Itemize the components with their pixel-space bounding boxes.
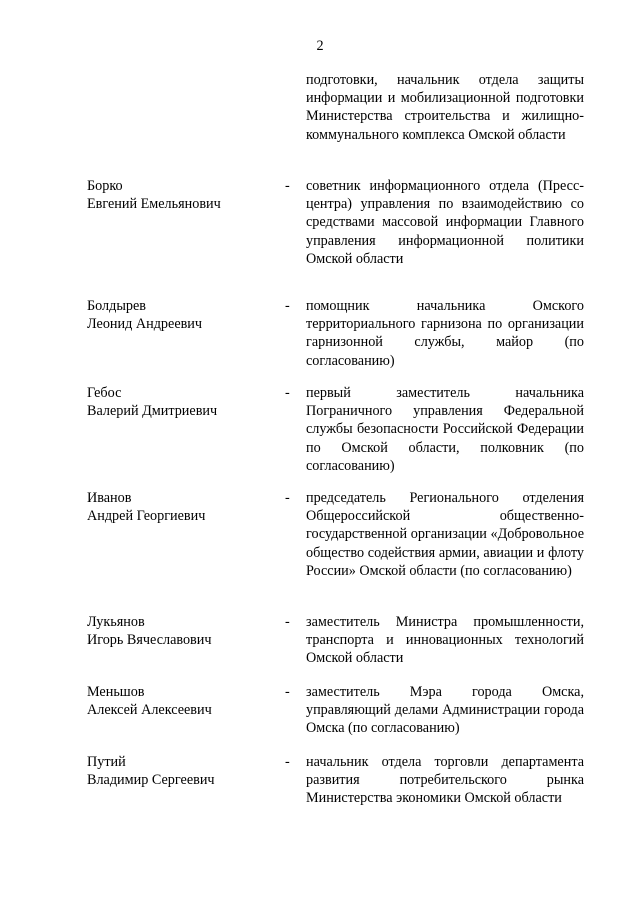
continuation-text: подготовки, начальник отдела защиты информации и мобилизационной подготовки Министерства строительства и жилищно-коммунального комплекса Омской области [306,72,584,143]
dash-separator: - [285,298,290,314]
member-name [87,177,277,213]
dash-separator: - [285,754,290,770]
member-position: начальник отдела торговли департамента развития потребительского рынка Министерства экономики Омской области [306,754,584,807]
member-position: советник информационного отдела (Пресс-центра) управления по взаимодействию со средствами массовой информации Главного управления информационной политики Омской области [306,178,584,267]
member-surname: Путий [87,754,126,770]
member-name [87,489,277,525]
member-name [87,683,277,719]
page-number: 2 [316,38,324,54]
member-name [87,613,277,649]
member-given-names: Алексей Алексеевич [87,702,212,719]
dash-separator: - [285,614,290,630]
member-surname: Иванов [87,490,132,506]
dash-separator: - [285,490,290,506]
member-given-names: Андрей Георгиевич [87,508,206,525]
member-surname: Борко [87,178,123,194]
member-given-names: Владимир Сергеевич [87,772,215,789]
member-position: заместитель Мэра города Омска, управляющий делами Администрации города Омска (по согласованию) [306,684,584,737]
member-position: председатель Регионального отделения Общероссийской общественно-государственной организации «Добровольное общество содействия армии, авиации и флоту России» Омской области (по согласованию) [306,490,584,579]
member-surname: Меньшов [87,684,145,700]
member-surname: Гебос [87,385,122,401]
member-surname: Лукьянов [87,614,145,630]
member-name [87,297,277,333]
member-surname: Болдырев [87,298,146,314]
dash-separator: - [285,385,290,401]
member-name [87,753,277,789]
member-given-names: Игорь Вячеславович [87,632,212,649]
member-given-names: Леонид Андреевич [87,316,203,333]
member-given-names: Валерий Дмитриевич [87,403,218,420]
member-position: заместитель Министра промышленности, транспорта и инновационных технологий Омской области [306,614,584,667]
dash-separator: - [285,684,290,700]
member-position: первый заместитель начальника Пограничного управления Федеральной службы безопасности Российской Федерации по Омской области, полковник (по согласованию) [306,385,584,474]
member-name [87,384,277,420]
member-position: помощник начальника Омского территориального гарнизона по организации гарнизонной службы, майор (по согласованию) [306,298,584,369]
member-given-names: Евгений Емельянович [87,196,221,213]
dash-separator: - [285,178,290,194]
